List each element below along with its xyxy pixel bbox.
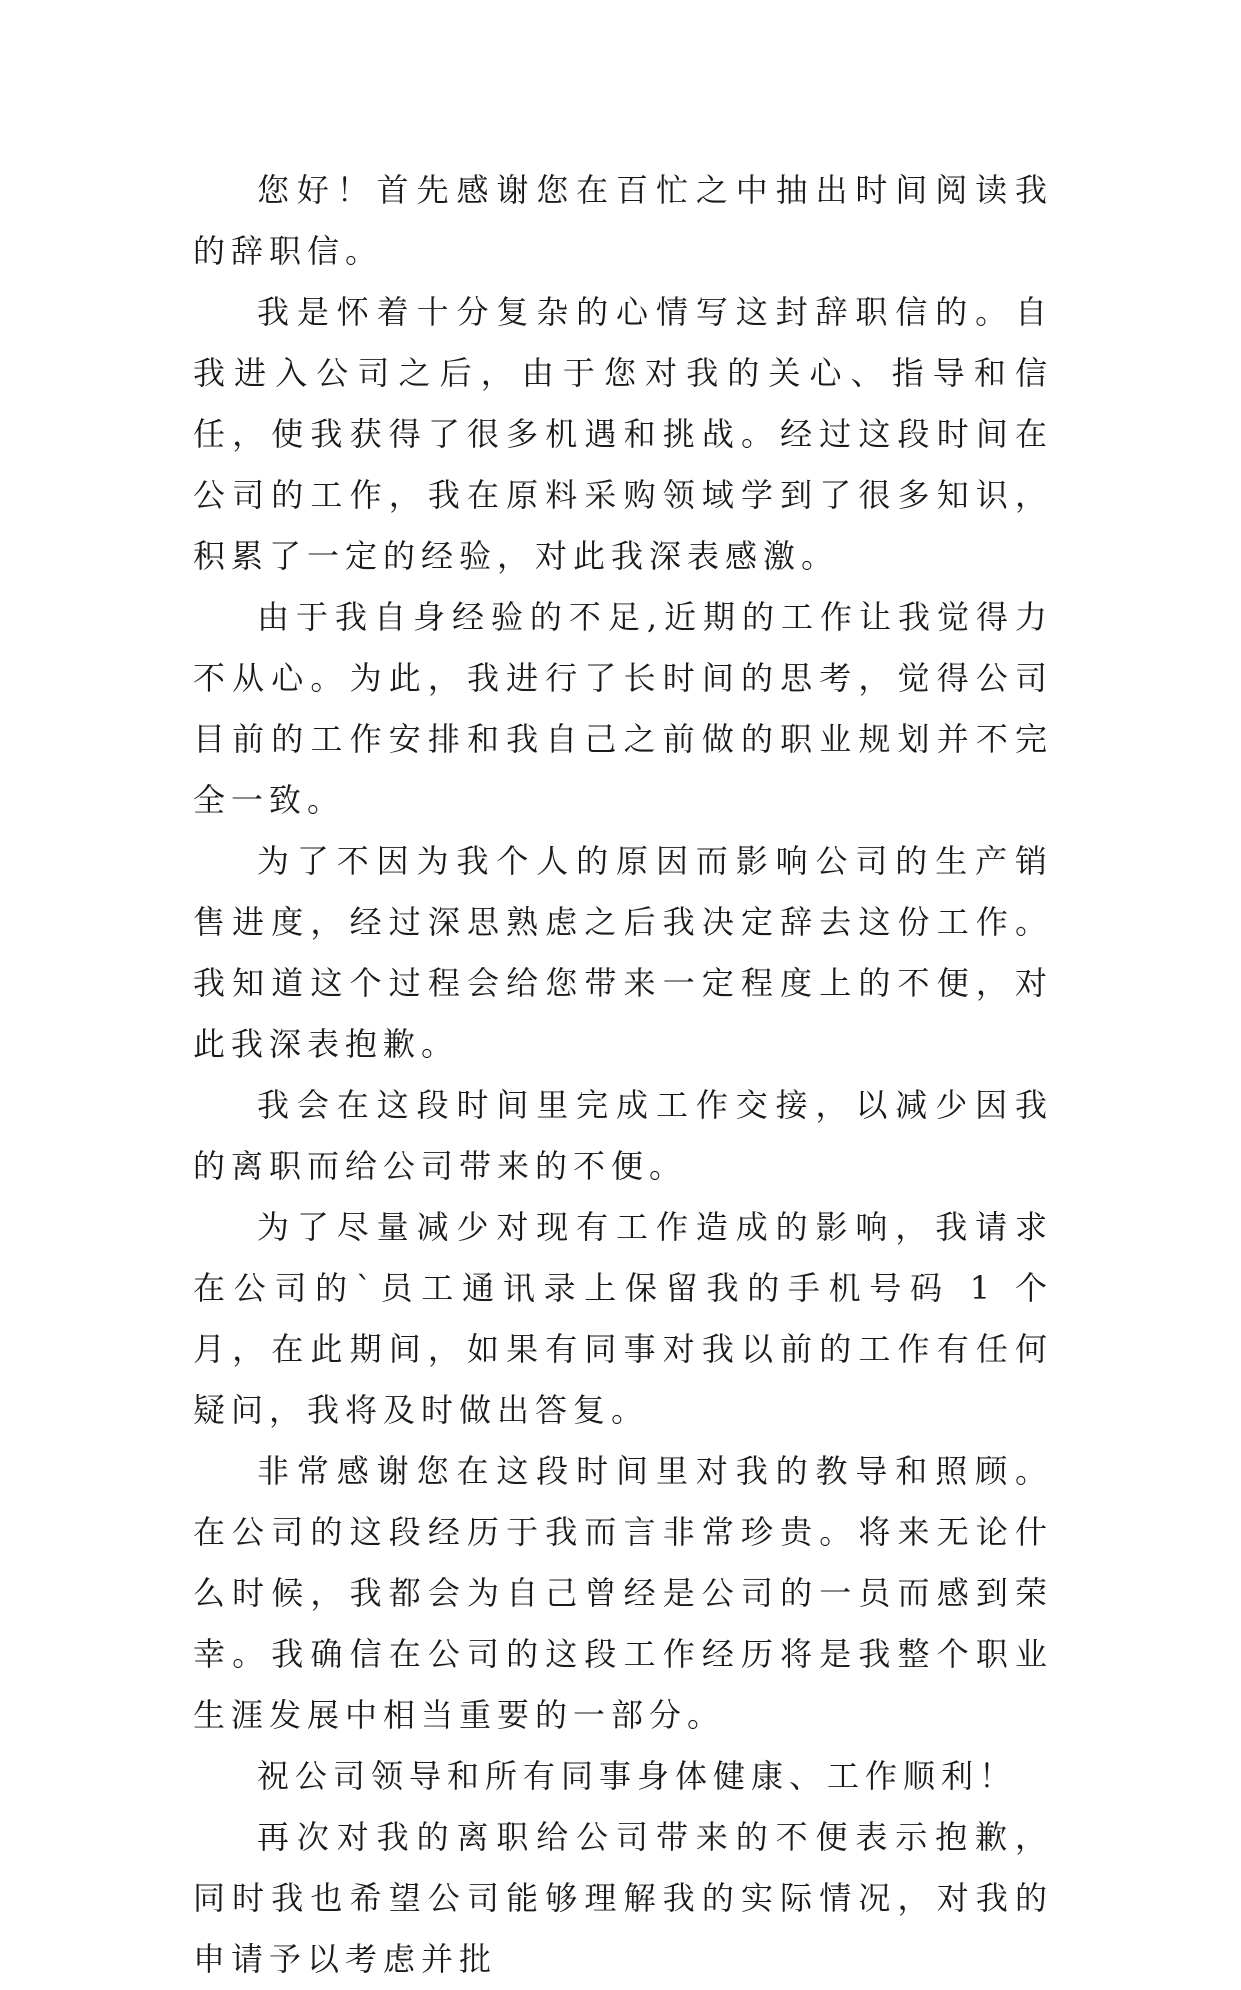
paragraph-greeting: 您好！首先感谢您在百忙之中抽出时间阅读我的辞职信。: [193, 171, 1053, 270]
paragraph-contact: 为了尽量减少对现有工作造成的影响，我请求在公司的`员工通讯录上保留我的手机号码 1 个月，在此期间，如果有同事对我以前的工作有任何疑问，我将及时做出答复。: [193, 1208, 1053, 1429]
letter-body: [193, 160, 1053, 1990]
paragraph-wishes: 祝公司领导和所有同事身体健康、工作顺利！: [257, 1757, 1018, 1795]
paragraph-decision: 为了不因为我个人的原因而影响公司的生产销售进度，经过深思熟虑之后我决定辞去这份工作。我知道这个过程会给您带来一定程度上的不便，对此我深表抱歉。: [193, 842, 1053, 1063]
paragraph-gratitude: 我是怀着十分复杂的心情写这封辞职信的。自我进入公司之后，由于您对我的关心、指导和信任，使我获得了很多机遇和挑战。经过这段时间在公司的工作，我在原料采购领域学到了很多知识，积累了一定的经验，对此我深表感激。: [193, 293, 1053, 575]
paragraph-thanks: 非常感谢您在这段时间里对我的教导和照顾。在公司的这段经历于我而言非常珍贵。将来无论什么时候，我都会为自己曾经是公司的一员而感到荣幸。我确信在公司的这段工作经历将是我整个职业生涯发展中相当重要的一部分。: [193, 1452, 1053, 1734]
paragraph-apology: 再次对我的离职给公司带来的不便表示抱歉，同时我也希望公司能够理解我的实际情况，对我的申请予以考虑并批: [193, 1818, 1053, 1978]
paragraph-reason: 由于我自身经验的不足,近期的工作让我觉得力不从心。为此，我进行了长时间的思考，觉得公司目前的工作安排和我自己之前做的职业规划并不完全一致。: [193, 598, 1053, 819]
paragraph-handover: 我会在这段时间里完成工作交接，以减少因我的离职而给公司带来的不便。: [193, 1086, 1053, 1185]
